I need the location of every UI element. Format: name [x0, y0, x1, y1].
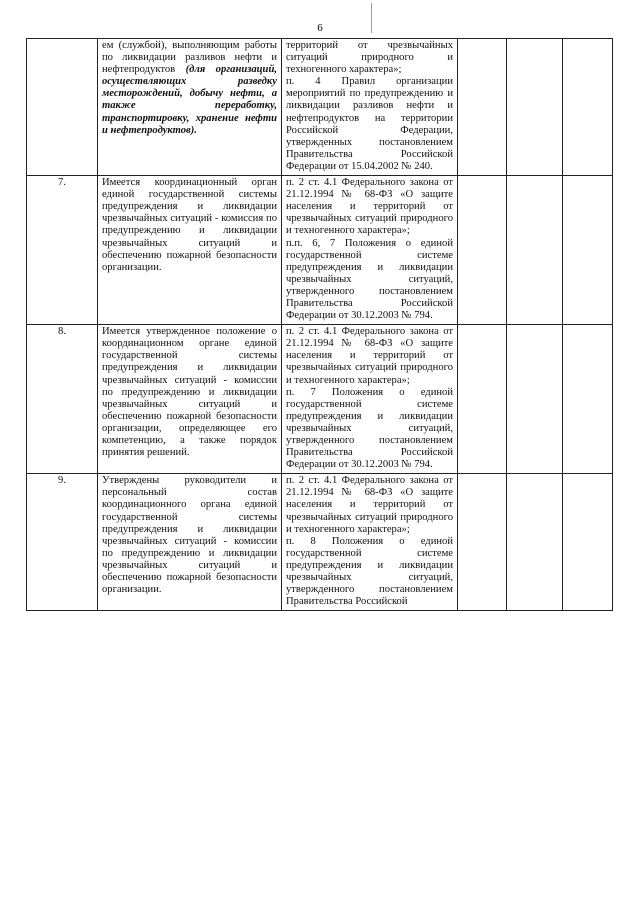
answer-cell-yes	[458, 474, 507, 611]
legal-reference-text: п. 2 ст. 4.1 Федерального закона от 21.12.1994 № 68-ФЗ «О защите населения и территорий от чрезвычайных ситуаций природного и техногенного характера»; п.п. 6, 7 Положения о единой государственной системе предупреждения и ликвидации чрезвычайных ситуаций, утвержденного постановлением Правительства Российской Федерации от 30.12.2003 № 794.	[286, 177, 453, 322]
answer-cell-no	[507, 39, 563, 176]
scan-margin-line	[371, 3, 372, 33]
row-number	[27, 39, 98, 176]
legal-reference-text: п. 2 ст. 4.1 Федерального закона от 21.12.1994 № 68-ФЗ «О защите населения и территорий от чрезвычайных ситуаций природного и техногенного характера»; п. 8 Положения о единой государственной системе предупреждения и ликвидации чрезвычайных ситуаций, утвержденного постановлением Правительства Российской	[286, 475, 453, 608]
requirement-text: Имеется координационный орган единой государственной системы предупреждения и ликвидации чрезвычайных ситуаций - комиссия по предупреждению и ликвидации чрезвычайных ситуаций и обеспечению пожарной безопасности организации.	[102, 177, 277, 273]
requirement-cell	[98, 39, 282, 176]
requirement-text: ем (службой), выполняющим работы по ликвидации разливов нефти и нефтепродуктов	[102, 40, 277, 76]
requirement-cell	[98, 325, 282, 474]
requirement-emphasis: (для организаций, осуществляющих разведку месторождений, добычу нефти, а также переработку, транспортировку, хранение нефти и нефтепродуктов).	[102, 64, 277, 136]
page-number: 6	[317, 22, 323, 34]
answer-cell-na	[563, 474, 613, 611]
row-number: 7.	[27, 176, 98, 325]
legal-reference-text: территорий от чрезвычайных ситуаций природного и техногенного характера»; п. 4 Правил организации мероприятий по предупреждению и ликвидации разливов нефти и нефтепродуктов на территории Российской Федерации, утвержденных постановлением Правительства Российской Федерации от 15.04.2002 № 240.	[286, 40, 453, 172]
requirements-table	[26, 38, 613, 611]
requirement-text: Имеется утвержденное положение о координационном органе единой государственной системы предупреждения и ликвидации чрезвычайных ситуаций - комиссии по предупреждению и ликвидации чрезвычайных ситуаций и обеспечению пожарной безопасности организации, определяющее его компетенцию, а также порядок принятия решений.	[102, 326, 277, 459]
legal-reference-cell	[282, 176, 458, 325]
row-number: 9.	[27, 474, 98, 611]
legal-reference-cell	[282, 474, 458, 611]
answer-cell-na	[563, 325, 613, 474]
requirement-cell	[98, 474, 282, 611]
answer-cell-na	[563, 176, 613, 325]
table-row	[27, 39, 613, 176]
answer-cell-yes	[458, 325, 507, 474]
table-row	[27, 474, 613, 611]
legal-reference-text: п. 2 ст. 4.1 Федерального закона от 21.12.1994 № 68-ФЗ «О защите населения и территорий от чрезвычайных ситуаций природного и техногенного характера»; п. 7 Положения о единой государственной системе предупреждения и ликвидации чрезвычайных ситуаций, утвержденного постановлением Правительства Российской Федерации от 30.12.2003 № 794.	[286, 326, 453, 471]
answer-cell-na	[563, 39, 613, 176]
table-row	[27, 325, 613, 474]
answer-cell-no	[507, 176, 563, 325]
legal-reference-cell	[282, 325, 458, 474]
legal-reference-cell	[282, 39, 458, 176]
answer-cell-yes	[458, 39, 507, 176]
table-row	[27, 176, 613, 325]
requirement-text: Утверждены руководители и персональный состав координационного органа единой государственной системы предупреждения и ликвидации чрезвычайных ситуаций - комиссии по предупреждению и ликвидации чрезвычайных ситуаций и обеспечению пожарной безопасности организации.	[102, 475, 277, 596]
requirement-cell	[98, 176, 282, 325]
answer-cell-no	[507, 474, 563, 611]
answer-cell-no	[507, 325, 563, 474]
answer-cell-yes	[458, 176, 507, 325]
row-number: 8.	[27, 325, 98, 474]
